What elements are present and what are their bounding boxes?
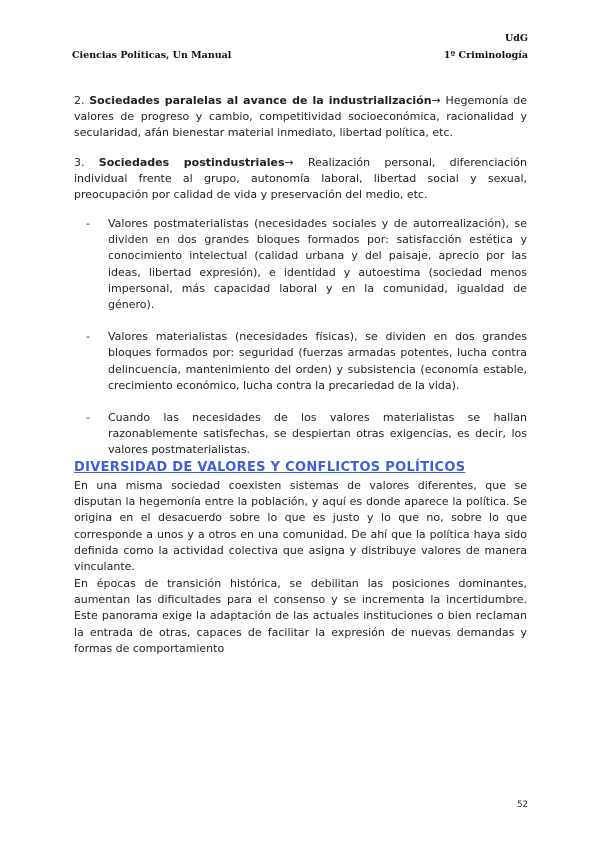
paragraph-body: → Realización personal, diferenciación individual frente al grupo, autonomía laboral, libertad social y sexual, preocupación por calidad de vida y preservación del medio, etc. — [74, 156, 527, 202]
paragraph-postindustrial — [74, 155, 527, 204]
dash-bullet: - — [86, 411, 90, 425]
dash-bullet: - — [86, 217, 90, 230]
section-title: DIVERSIDAD DE VALORES Y CONFLICTOS POLÍTICOS — [74, 460, 466, 475]
paragraph-heading: Sociedades postindustriales — [98, 156, 285, 169]
paragraph-body: → Hegemonía de valores de progreso y cambio, competitividad socioeconómica, racionalidad y secularidad, afán bienestar material inmediato, libertad política, etc. — [74, 94, 527, 140]
header-top-right: UdG — [504, 33, 528, 44]
paragraph-number: 2. — [74, 94, 90, 107]
header-left: Ciencias Políticas, Un Manual — [72, 50, 232, 61]
paragraph-number: 3. — [74, 156, 99, 169]
paragraph-industrialization — [74, 93, 527, 142]
paragraph-diversity: En una misma sociedad coexisten sistemas de valores diferentes, que se disputan la hegemonía entre la población, y aquí es donde aparece la política. Se origina en el desacuerdo sobre lo que es justo y lo que no, sobre lo que corresponde a unos y a otros en una comunidad. De ahí que la política haya sido definida como la actividad colectiva que asigna y distribuye valores de manera vinculante. — [74, 479, 527, 574]
list-item — [86, 329, 527, 394]
list-item — [86, 216, 527, 313]
paragraph-transition: En épocas de transición histórica, se debilitan las posiciones dominantes, aumentan las dificultades para el consenso y se incrementa la incertidumbre. Este panorama exige la adaptación de las actuales instituciones o bien reclaman la entrada de otras, capaces de facilitar la expresión de nuevas demandas y formas de comportamiento — [74, 577, 527, 655]
page-number: 52 — [517, 800, 528, 810]
paragraph-heading: Sociedades paralelas al avance de la industrialización — [89, 94, 432, 107]
list-item-text: Cuando las necesidades de los valores materialistas se hallan razonablemente satisfechas, se despiertan otras exigencias, es decir, los valores postmaterialistas. — [108, 411, 527, 457]
list-item-text: Valores postmaterialistas (necesidades sociales y de autorrealización), se dividen en dos grandes bloques formados por: satisfacción estética y conocimiento intelectual (calidad urbana y del paisaje, aprecio por las ideas, libertad expresión), e identidad y autoestima (sociedad menos impersonal, más capacidad laboral y en la comunidad, igualdad de género). — [108, 217, 527, 312]
header-right: 1º Criminología — [443, 50, 528, 61]
dash-bullet: - — [86, 330, 90, 344]
values-bullet-list — [86, 216, 527, 475]
list-item-text: Valores materialistas (necesidades físicas), se dividen en dos grandes bloques formados por: seguridad (fuerzas armadas potentes, lucha contra delincuencia, mantenimiento del orden) y subsistencia (economía estable, crecimiento económico, lucha contra la precariedad de la vida). — [108, 330, 527, 392]
list-item — [86, 410, 527, 459]
